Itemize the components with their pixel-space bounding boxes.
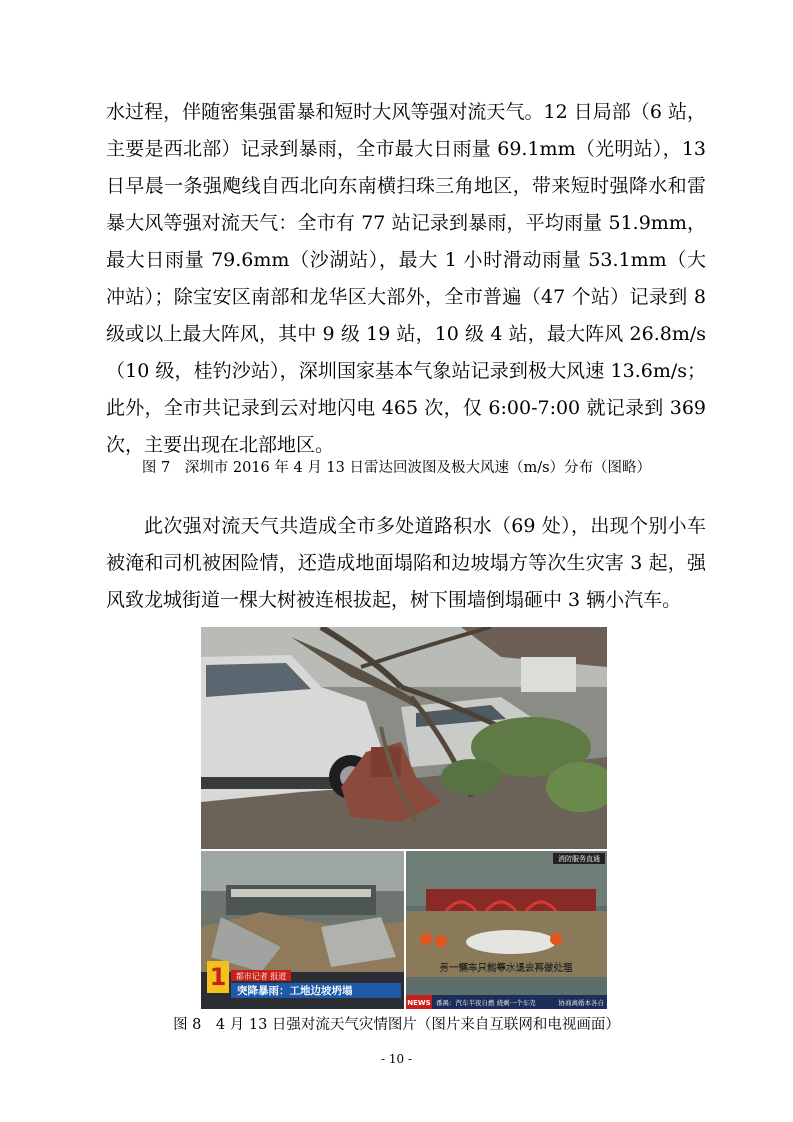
fallen-tree-photo [201,627,607,849]
body-paragraph-2: 此次强对流天气共造成全市多处道路积水（69 处），出现个别小车被淹和司机被困险情，还造成地面塌陷和边坡塌方等次生灾害 3 起，强风致龙城街道一棵大树被连根拔起，树下围墙倒塌砸中 3 辆小汽车。 [106,515,706,611]
tv-headline: 突降暴雨：工地边坡坍塌 [237,985,353,997]
news-ticker-tag: NEWS [407,999,431,1007]
news-ticker-right: 协商离婚本各自 [558,999,604,1007]
figure-7-caption: 图 7 深圳市 2016 年 4 月 13 日雷达回波图及极大风速（m/s）分布（图略） [141,460,652,476]
reporter-tag: 都市记者 报道 [235,972,287,981]
news-ticker-text: 番禺：汽车半夜自燃 烧剩一个车壳 [436,999,536,1007]
landslide-tv-frame [201,851,404,1009]
flooded-car-tv-frame [406,851,607,1009]
tv-corner-tag: 消防服务直通 [558,855,600,863]
body-paragraph-1: 水过程，伴随密集强雷暴和短时大风等强对流天气。12 日局部（6 站，主要是西北部）记录到暴雨，全市最大日雨量 69.1mm（光明站），13 日早晨一条强飑线自西北向东南横扫珠三角地区，带来短时强降水和雷暴大风等强对流天气：全市有 77 站记录到暴雨，平均雨量 51.9mm，最大日雨量 79.6mm（沙湖站），最大 1 小时滑动雨量 53.1mm（大冲站）；除宝安区南部和龙华区大部外，全市普遍（47 个站）记录到 8 级或以上最大阵风，其中 9 级 19 站，10 级 4 站，最大阵风 26.8m/s（10 级，桂钓沙站），深圳国家基本气象站记录到极大风速 13.6m/s；此外，全市共记录到云对地闪电 465 次，仅 6:00-7:00 就记录到 369 次，主要出现在北部地区。 [106,101,706,456]
figure-8-photos [201,627,607,1009]
page-number: - 10 - [380,1052,412,1066]
figure-8-caption: 图 8 4 月 13 日强对流天气灾情图片（图片来自互联网和电视画面） [173,1017,620,1033]
tv-subtitle: 另一辆车只能等水退去再做处理 [439,963,573,974]
tv-channel-logo: 1 [209,963,227,991]
